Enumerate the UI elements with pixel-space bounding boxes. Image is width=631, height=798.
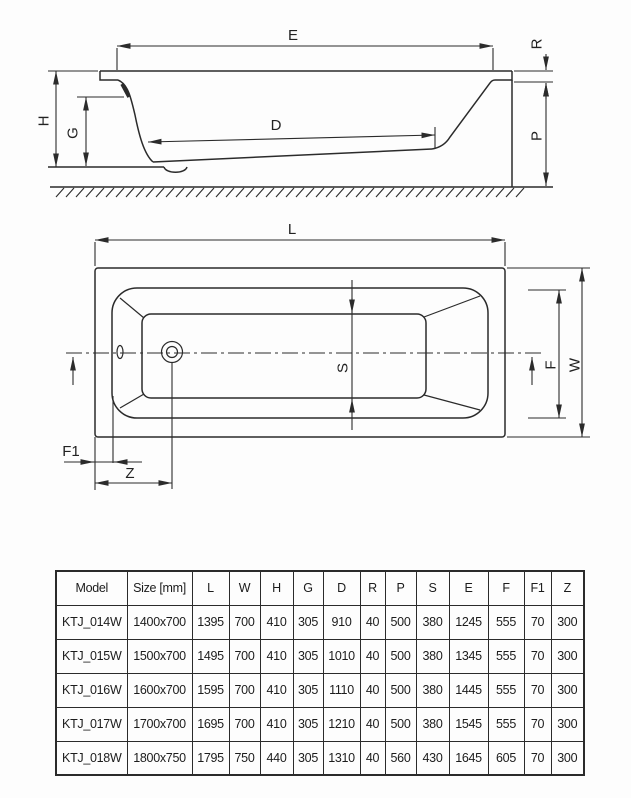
backrest-wall: [432, 80, 495, 149]
dim-label-f1: F1: [62, 443, 80, 460]
ground: [50, 187, 553, 197]
cell: 1795: [192, 741, 229, 775]
cell: 380: [416, 639, 449, 673]
cell: 700: [229, 639, 260, 673]
cell: 560: [385, 741, 416, 775]
column-header-model: Model: [56, 571, 127, 605]
cell: 500: [385, 639, 416, 673]
cell-model: KTJ_015W: [56, 639, 127, 673]
cell: 1010: [323, 639, 360, 673]
cell: 305: [293, 741, 323, 775]
column-header-f1: F1: [524, 571, 551, 605]
extension-line: [95, 242, 505, 266]
cell: 1695: [192, 707, 229, 741]
cell: 305: [293, 707, 323, 741]
dim-label-s: S: [334, 362, 352, 374]
column-header-s: S: [416, 571, 449, 605]
table-row: [56, 741, 584, 775]
table-header-row: [56, 571, 584, 605]
cell: 410: [260, 639, 293, 673]
cell: 380: [416, 605, 449, 639]
cell-size: 1700x700: [127, 707, 192, 741]
dimension-d: [148, 127, 435, 148]
cell: 40: [360, 673, 385, 707]
cell: 1495: [192, 639, 229, 673]
dim-label-p: P: [528, 130, 546, 142]
cell: 70: [524, 673, 551, 707]
column-header-h: H: [260, 571, 293, 605]
cell: 440: [260, 741, 293, 775]
table-row: [56, 605, 584, 639]
cell: 700: [229, 707, 260, 741]
cell: 605: [488, 741, 524, 775]
cell: 1310: [323, 741, 360, 775]
extension-line: [95, 396, 113, 490]
cell: 500: [385, 673, 416, 707]
column-header-g: G: [293, 571, 323, 605]
overflow-hole: [117, 346, 123, 359]
column-header-p: P: [385, 571, 416, 605]
cell: 1345: [449, 639, 488, 673]
dim-label-l: L: [287, 221, 297, 238]
column-header-f: F: [488, 571, 524, 605]
dimension-l: [95, 240, 505, 266]
dim-label-f: F: [542, 360, 560, 370]
cell-model: KTJ_018W: [56, 741, 127, 775]
dimension-g: [77, 97, 124, 166]
extension-line: [117, 48, 493, 70]
dim-label-z: Z: [125, 465, 135, 482]
cell: 555: [488, 605, 524, 639]
dim-label-r: R: [528, 38, 546, 50]
cell-size: 1600x700: [127, 673, 192, 707]
cell: 410: [260, 707, 293, 741]
cell: 300: [551, 639, 584, 673]
dim-label-e: E: [287, 27, 299, 44]
cell-size: 1800x750: [127, 741, 192, 775]
column-header-z: Z: [551, 571, 584, 605]
cell: 500: [385, 707, 416, 741]
cell: 410: [260, 605, 293, 639]
cell: 555: [488, 673, 524, 707]
dimension-h: [48, 71, 98, 167]
cell-size: 1500x700: [127, 639, 192, 673]
cell: 70: [524, 741, 551, 775]
cell: 300: [551, 741, 584, 775]
column-header-w: W: [229, 571, 260, 605]
extension-line: [528, 290, 566, 418]
cell: 70: [524, 605, 551, 639]
dim-label-g: G: [64, 127, 82, 139]
cell: 750: [229, 741, 260, 775]
cell: 70: [524, 639, 551, 673]
left-rim-step: [100, 71, 118, 80]
cell: 70: [524, 707, 551, 741]
cell: 305: [293, 673, 323, 707]
cell: 700: [229, 673, 260, 707]
drain-bump: [164, 167, 187, 172]
cell: 1245: [449, 605, 488, 639]
tub-floor-line: [153, 149, 432, 162]
column-header-size: Size [mm]: [127, 571, 192, 605]
dim-label-h: H: [35, 115, 53, 127]
extension-line: [514, 71, 553, 82]
cell: 40: [360, 741, 385, 775]
cell: 1110: [323, 673, 360, 707]
table-row: [56, 639, 584, 673]
side-view: [36, 27, 554, 197]
dimension-r: [514, 54, 553, 99]
cell: 40: [360, 605, 385, 639]
cell: 40: [360, 639, 385, 673]
cell: 305: [293, 605, 323, 639]
dim-label-d: D: [270, 117, 282, 134]
cell-model: KTJ_016W: [56, 673, 127, 707]
floor-rect: [142, 314, 426, 398]
dimensions-table: [55, 570, 585, 776]
dimension-f: [528, 290, 566, 418]
cell: 300: [551, 605, 584, 639]
cell: 380: [416, 673, 449, 707]
table-row: [56, 707, 584, 741]
cell-size: 1400x700: [127, 605, 192, 639]
drain-inner: [167, 347, 178, 358]
cell-model: KTJ_014W: [56, 605, 127, 639]
cell: 700: [229, 605, 260, 639]
cell: 410: [260, 673, 293, 707]
cell: 380: [416, 707, 449, 741]
cell: 1395: [192, 605, 229, 639]
cell: 40: [360, 707, 385, 741]
dim-label-w: W: [566, 357, 584, 373]
cell: 555: [488, 639, 524, 673]
cell: 1210: [323, 707, 360, 741]
column-header-e: E: [449, 571, 488, 605]
cell: 305: [293, 639, 323, 673]
drain-outer: [162, 342, 183, 363]
cell: 500: [385, 605, 416, 639]
cell-model: KTJ_017W: [56, 707, 127, 741]
cell: 910: [323, 605, 360, 639]
left-inner-wall: [118, 80, 153, 162]
table-row: [56, 673, 584, 707]
ground-hatching: [56, 188, 524, 197]
cell: 430: [416, 741, 449, 775]
cell: 300: [551, 707, 584, 741]
dimension-e: [117, 46, 493, 70]
cell: 1445: [449, 673, 488, 707]
cell: 1645: [449, 741, 488, 775]
cell: 1595: [192, 673, 229, 707]
cell: 300: [551, 673, 584, 707]
column-header-l: L: [192, 571, 229, 605]
column-header-d: D: [323, 571, 360, 605]
column-header-r: R: [360, 571, 385, 605]
cell: 555: [488, 707, 524, 741]
cell: 1545: [449, 707, 488, 741]
plan-view: [62, 221, 590, 490]
right-rim-step: [495, 71, 512, 80]
dim-line: [148, 135, 435, 142]
